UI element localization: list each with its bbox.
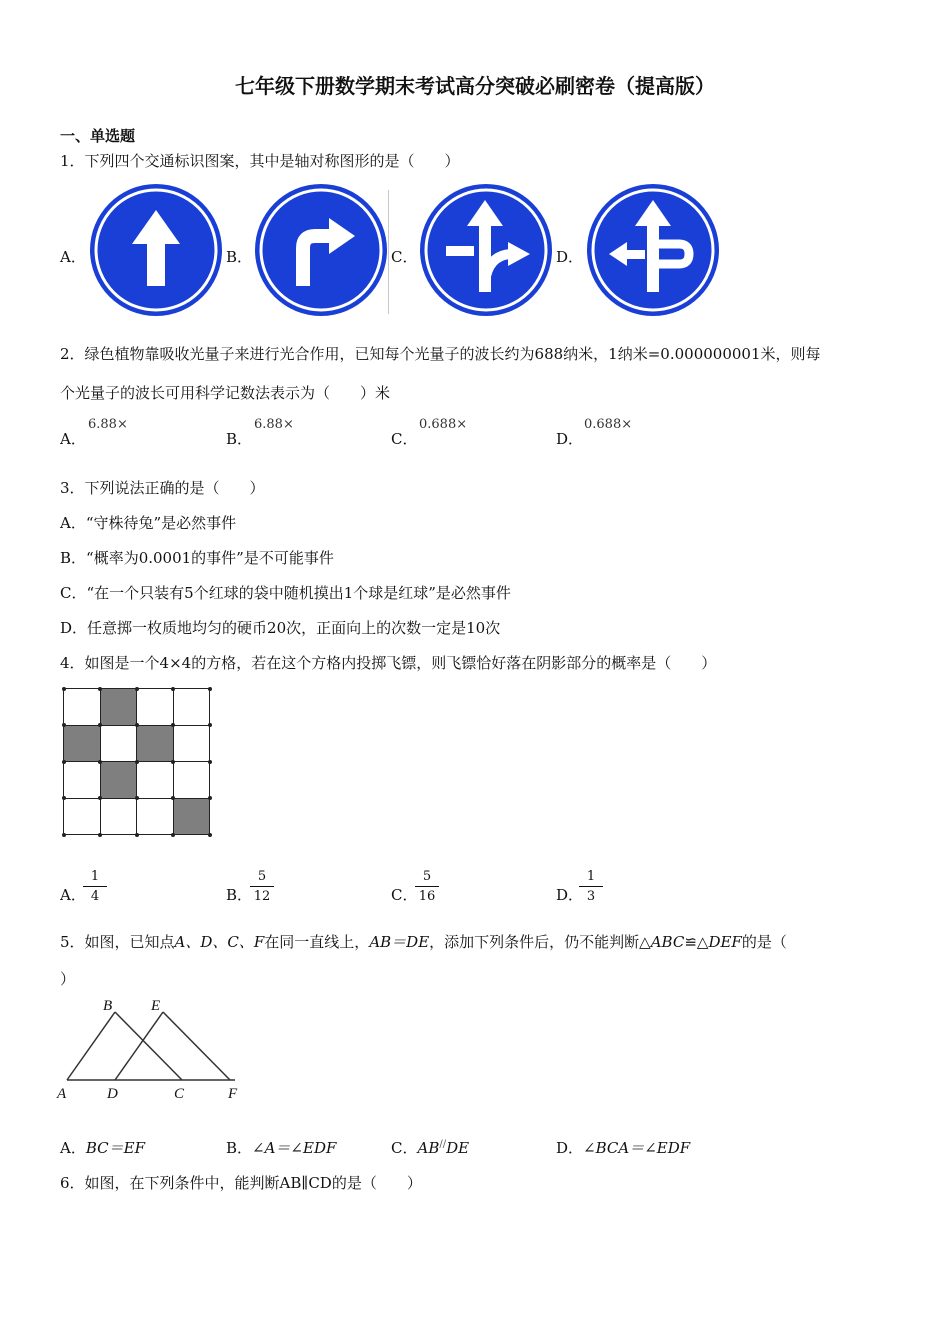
q2-option-a-value: 6.88× [88,417,128,432]
fraction-numerator: 5 [422,869,432,884]
q4-stem: 4．如图是一个4×4的方格，若在这个方格内投掷飞镖，则飞镖恰好落在阴影部分的概率是（ ） [60,654,717,672]
grid-node [208,760,212,764]
q5-congruent: ≌△ [684,933,709,951]
fraction-bar [250,886,274,887]
fraction-numerator: 5 [257,869,267,884]
option-label: D． [556,1139,584,1157]
q2-option-a-label: A． [60,430,86,448]
q2-option-d-label: D． [556,430,584,448]
grid-cell [100,798,138,836]
option-label: A． [60,1139,86,1157]
option-label: C． [391,1139,418,1157]
grid-cell [63,688,101,726]
grid-node [135,760,139,764]
q5-triangle-def: DEF [708,933,742,951]
grid-node [208,723,212,727]
grid-node [171,723,175,727]
point-d-label: D [107,1086,118,1102]
grid-cell [173,688,211,726]
shaded-cell [100,688,138,726]
grid-node [171,760,175,764]
q1-stem: 1．下列四个交通标识图案，其中是轴对称图形的是（ ） [60,152,460,170]
section-heading: 一、单选题 [60,127,136,145]
grid-cell [136,688,174,726]
grid-node [208,796,212,800]
q3-option-c: C．“在一个只装有5个红球的袋中随机摸出1个球是红球”是必然事件 [60,584,511,602]
grid-node [171,687,175,691]
grid-node [98,687,102,691]
grid-node [62,760,66,764]
option-value: BC＝EF [85,1139,145,1157]
grid-cell [63,798,101,836]
q5-stem-text: ，添加下列条件后，仍不能判断△ [429,933,651,951]
q1-option-a-label: A． [60,248,86,266]
grid-cell [136,761,174,799]
straight-or-left-uturn-sign-icon [585,182,721,318]
fraction-bar [83,886,107,887]
q5-stem-text: 在同一直线上， [264,933,370,951]
grid-cell [173,725,211,763]
shaded-cell [173,798,211,836]
q4-option-b-label: B． [226,886,253,904]
q1-option-d-label: D． [556,248,584,266]
grid-node [208,833,212,837]
q4-option-c-fraction [415,869,439,904]
triangles-figure [55,992,250,1104]
grid-node [98,760,102,764]
grid-cell [100,725,138,763]
grid-node [208,687,212,691]
fraction-numerator: 1 [586,869,596,884]
q2-option-c-value: 0.688× [419,417,468,432]
grid-node [62,687,66,691]
q4-option-b-fraction [250,869,274,904]
q4-option-d-label: D． [556,886,584,904]
q2-option-d-value: 0.688× [584,417,633,432]
q5-given: AB＝DE [369,933,430,951]
q5-stem-line2: ） [60,970,76,988]
grid-node [135,687,139,691]
q3-option-b: B．“概率为0.0001的事件”是不可能事件 [60,549,334,567]
grid-node [171,796,175,800]
q3-stem: 3．下列说法正确的是（ ） [60,479,265,497]
grid-cell [136,798,174,836]
right-turn-sign-icon [253,182,389,318]
grid-node [98,723,102,727]
probability-grid [63,688,209,834]
fraction-denominator: 12 [253,889,271,904]
shaded-cell [63,725,101,763]
fraction-denominator: 4 [90,889,100,904]
q2-option-c-label: C． [391,430,418,448]
fraction-numerator: 1 [90,869,100,884]
q5-stem-text: 5．如图，已知点 [60,933,175,951]
q2-stem-line2: 个光量子的波长可用科学记数法表示为（ ）米 [60,384,391,402]
q4-option-a-fraction [83,869,107,904]
shaded-cell [100,761,138,799]
grid-node [98,833,102,837]
option-value: AB [417,1139,440,1157]
q5-points: A、D、C、F [174,933,265,951]
q1-option-c-label: C． [391,248,418,266]
q2-option-b-label: B． [226,430,253,448]
grid-node [62,796,66,800]
point-b-label: B [103,998,113,1014]
grid-cell [63,761,101,799]
option-value: DE [446,1139,470,1157]
grid-node [171,833,175,837]
fraction-bar [415,886,439,887]
option-label: B． [226,1139,253,1157]
q4-option-a-label: A． [60,886,86,904]
straight-or-right-sign-icon [418,182,554,318]
q2-option-b-value: 6.88× [254,417,294,432]
grid-node [135,796,139,800]
q3-option-d: D．任意掷一枚质地均匀的硬币20次，正面向上的次数一定是10次 [60,619,501,637]
point-a-label: A [57,1086,67,1102]
q5-option-b [226,1137,336,1158]
q4-option-d-fraction [579,869,603,904]
fraction-denominator: 3 [586,889,596,904]
option-value: ∠A＝∠EDF [252,1139,337,1157]
point-c-label: C [174,1086,185,1102]
option-value: ∠BCA＝∠EDF [583,1139,691,1157]
q5-triangle-abc: ABC [650,933,685,951]
grid-node [135,833,139,837]
shaded-cell [136,725,174,763]
grid-cell [173,761,211,799]
divider [388,190,389,314]
grid-node [135,723,139,727]
page-title: 七年级下册数学期末考试高分突破必刷密卷（提高版） [235,74,715,98]
q5-option-c [391,1137,469,1158]
q4-option-c-label: C． [391,886,418,904]
fraction-bar [579,886,603,887]
q5-stem-text: 的是（ [741,933,787,951]
parallel-symbol: // [439,1139,447,1150]
straight-arrow-sign-icon [88,182,224,318]
q5-option-d [556,1137,690,1158]
q6-stem: 6．如图，在下列条件中，能判断AB∥CD的是（ ） [60,1174,422,1192]
grid-node [98,796,102,800]
q5-option-a [60,1137,145,1158]
q3-option-a: A．“守株待兔”是必然事件 [60,514,237,532]
q5-stem-line1 [60,931,787,952]
fraction-denominator: 16 [418,889,436,904]
point-f-label: F [228,1086,238,1102]
grid-node [62,833,66,837]
point-e-label: E [151,998,161,1014]
q2-stem-line1: 2．绿色植物靠吸收光量子来进行光合作用，已知每个光量子的波长约为688纳米，1纳米=0.000000001米，则每 [60,345,821,363]
grid-node [62,723,66,727]
q1-option-b-label: B． [226,248,253,266]
